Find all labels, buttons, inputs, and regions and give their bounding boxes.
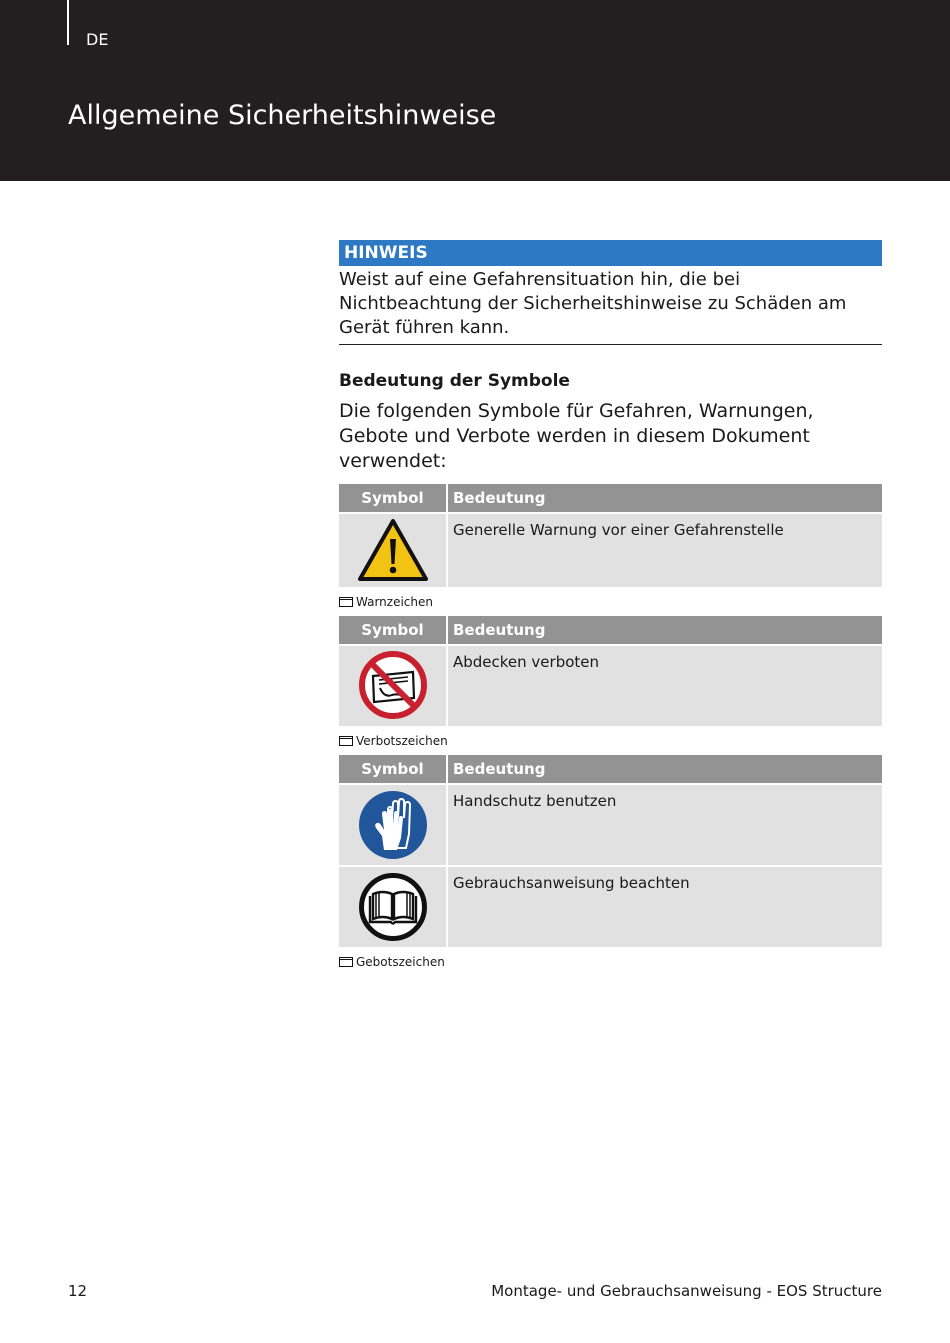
column-header-meaning: Bedeutung xyxy=(448,755,882,785)
warning-triangle-icon xyxy=(357,517,429,583)
main-content xyxy=(339,240,882,971)
table-caption-text: Gebotszeichen xyxy=(356,955,445,969)
meaning-cell: Generelle Warnung vor einer Gefahrenstelle xyxy=(448,514,882,587)
table-caption xyxy=(339,593,882,611)
gloves-icon xyxy=(358,790,428,860)
no-covering-icon xyxy=(358,650,428,720)
symbol-table-warning xyxy=(339,484,882,587)
column-header-symbol: Symbol xyxy=(339,484,448,514)
column-header-symbol: Symbol xyxy=(339,755,448,785)
table-header-row xyxy=(339,755,882,785)
table-caption-icon xyxy=(339,957,353,967)
meaning-cell: Abdecken verboten xyxy=(448,646,882,726)
page-header xyxy=(0,0,950,181)
footer-document-title: Montage- und Gebrauchsanweisung - EOS Structure xyxy=(491,1282,882,1300)
page-number: 12 xyxy=(68,1282,88,1300)
symbol-cell xyxy=(339,865,448,947)
symbol-cell xyxy=(339,785,448,865)
page-title: Allgemeine Sicherheitshinweise xyxy=(68,100,497,131)
table-row xyxy=(339,514,882,587)
symbol-cell xyxy=(339,646,448,726)
symbol-table-prohibition xyxy=(339,616,882,726)
symbol-cell xyxy=(339,514,448,587)
column-header-meaning: Bedeutung xyxy=(448,616,882,646)
language-label: DE xyxy=(86,30,109,49)
table-caption xyxy=(339,953,882,971)
table-caption-icon xyxy=(339,597,353,607)
manual-book-icon xyxy=(358,872,428,942)
column-header-symbol: Symbol xyxy=(339,616,448,646)
meaning-cell: Gebrauchsanweisung beachten xyxy=(448,865,882,947)
section-heading: Bedeutung der Symbole xyxy=(339,371,570,391)
meaning-cell: Handschutz benutzen xyxy=(448,785,882,865)
notice-box xyxy=(339,240,882,345)
symbol-table-mandatory xyxy=(339,755,882,947)
table-header-row xyxy=(339,616,882,646)
table-caption-icon xyxy=(339,736,353,746)
table-row xyxy=(339,646,882,726)
section-intro: Die folgenden Symbole für Gefahren, Warnungen, Gebote und Verbote werden in diesem Dokument verwendet: xyxy=(339,400,814,472)
notice-label: HINWEIS xyxy=(339,240,882,266)
notice-text: Weist auf eine Gefahrensituation hin, die bei Nichtbeachtung der Sicherheitshinweise zu Schäden am Gerät führen kann. xyxy=(339,266,882,345)
column-header-meaning: Bedeutung xyxy=(448,484,882,514)
table-row xyxy=(339,865,882,947)
table-caption-text: Warnzeichen xyxy=(356,595,433,609)
table-caption-text: Verbotszeichen xyxy=(356,734,448,748)
table-row xyxy=(339,785,882,865)
table-header-row xyxy=(339,484,882,514)
header-divider-line xyxy=(67,0,69,45)
table-caption xyxy=(339,732,882,750)
